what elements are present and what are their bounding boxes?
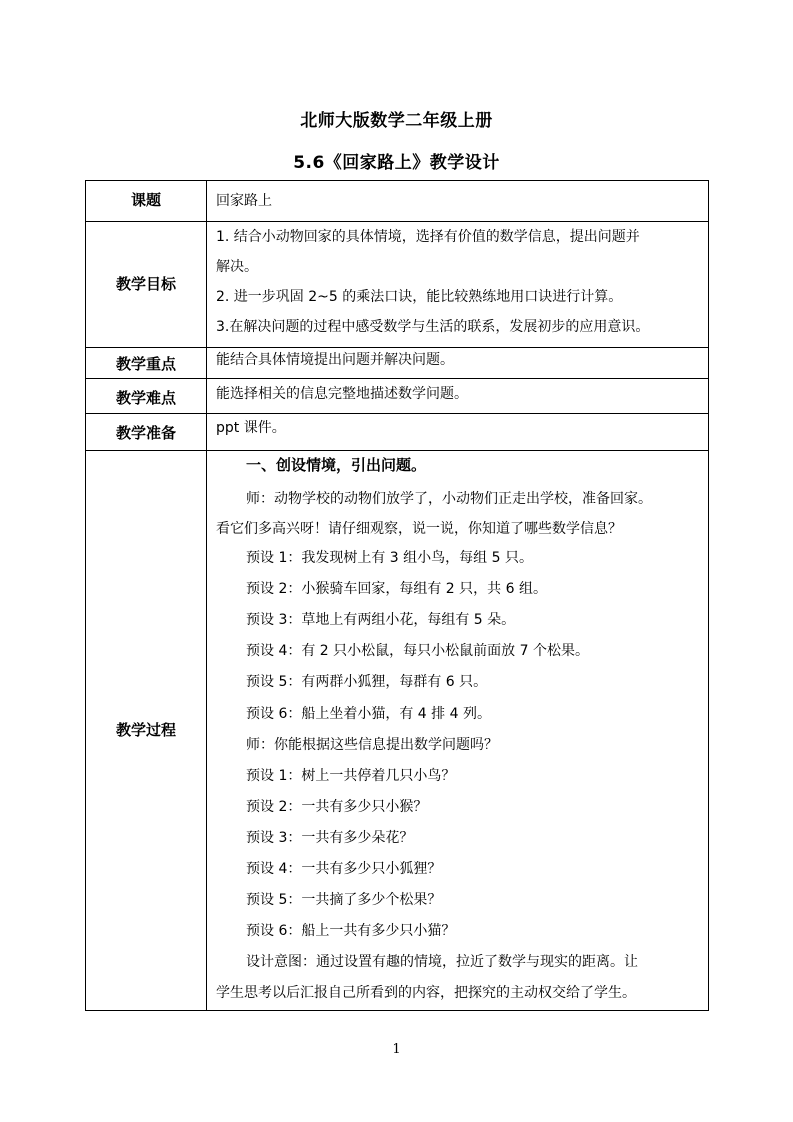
table-row-divider [85,347,709,348]
row-label-topic: 课题 [130,191,161,209]
table-row-divider [85,413,709,414]
objective-line: 解决。 [216,259,258,275]
document-subtitle: 5.6《回家路上》教学设计 [293,153,500,173]
process-line: 预设 3：一共有多少朵花？ [246,830,414,846]
difficulties-text: 能选择相关的信息完整地描述数学问题。 [216,386,468,402]
objective-line: 1. 结合小动物回家的具体情境，选择有价值的数学信息，提出问题并 [216,229,640,245]
objective-line: 3.在解决问题的过程中感受数学与生活的联系，发展初步的应用意识。 [216,319,650,335]
process-line: 预设 4：一共有多少只小狐狸？ [246,861,442,877]
page-number: 1 [392,1042,401,1057]
process-line: 预设 1：树上一共停着几只小鸟？ [246,768,456,784]
process-section-heading: 一、创设情境，引出问题。 [246,456,427,474]
process-line: 预设 2：小猴骑车回家，每组有 2 只，共 6 组。 [246,581,547,597]
row-label-process: 教学过程 [115,721,176,739]
topic-text: 回家路上 [216,193,272,209]
process-line: 师：你能根据这些信息提出数学问题吗？ [246,737,498,753]
process-line: 看它们多高兴呀！请仔细观察，说一说，你知道了哪些数学信息？ [216,521,622,537]
process-line: 设计意图：通过设置有趣的情境，拉近了数学与现实的距离。让 [246,954,638,970]
preparation-text: ppt 课件。 [216,420,286,436]
table-border-left [85,180,86,1011]
document-title: 北师大版数学二年级上册 [300,111,493,131]
row-label-objectives: 教学目标 [115,275,176,293]
process-line: 预设 5：有两群小狐狸，每群有 6 只。 [246,674,488,690]
process-line: 预设 6：船上一共有多少只小猫？ [246,923,456,939]
table-border-top [85,180,709,181]
objective-line: 2. 进一步巩固 2~5 的乘法口诀，能比较熟练地用口诀进行计算。 [216,289,623,305]
process-line: 预设 6：船上坐着小猫，有 4 排 4 列。 [246,706,491,722]
process-line: 预设 3：草地上有两组小花，每组有 5 朵。 [246,612,516,628]
process-line: 学生思考以后汇报自己所看到的内容，把探究的主动权交给了学生。 [216,985,636,1001]
process-line: 师：动物学校的动物们放学了，小动物们正走出学校，准备回家。 [246,491,652,507]
process-line: 预设 2：一共有多少只小猴？ [246,799,428,815]
table-column-divider [206,180,207,1011]
table-border-bottom [85,1010,709,1011]
row-label-key-points: 教学重点 [115,355,176,373]
table-border-right [708,180,709,1011]
table-row-divider [85,378,709,379]
process-line: 预设 1：我发现树上有 3 组小鸟，每组 5 只。 [246,550,533,566]
process-line: 预设 5：一共摘了多少个松果？ [246,892,442,908]
table-row-divider [85,221,709,222]
row-label-preparation: 教学准备 [115,424,176,442]
table-row-divider [85,450,709,451]
process-line: 预设 4：有 2 只小松鼠，每只小松鼠前面放 7 个松果。 [246,643,589,659]
key-points-text: 能结合具体情境提出问题并解决问题。 [216,352,454,368]
row-label-difficulties: 教学难点 [115,389,176,407]
